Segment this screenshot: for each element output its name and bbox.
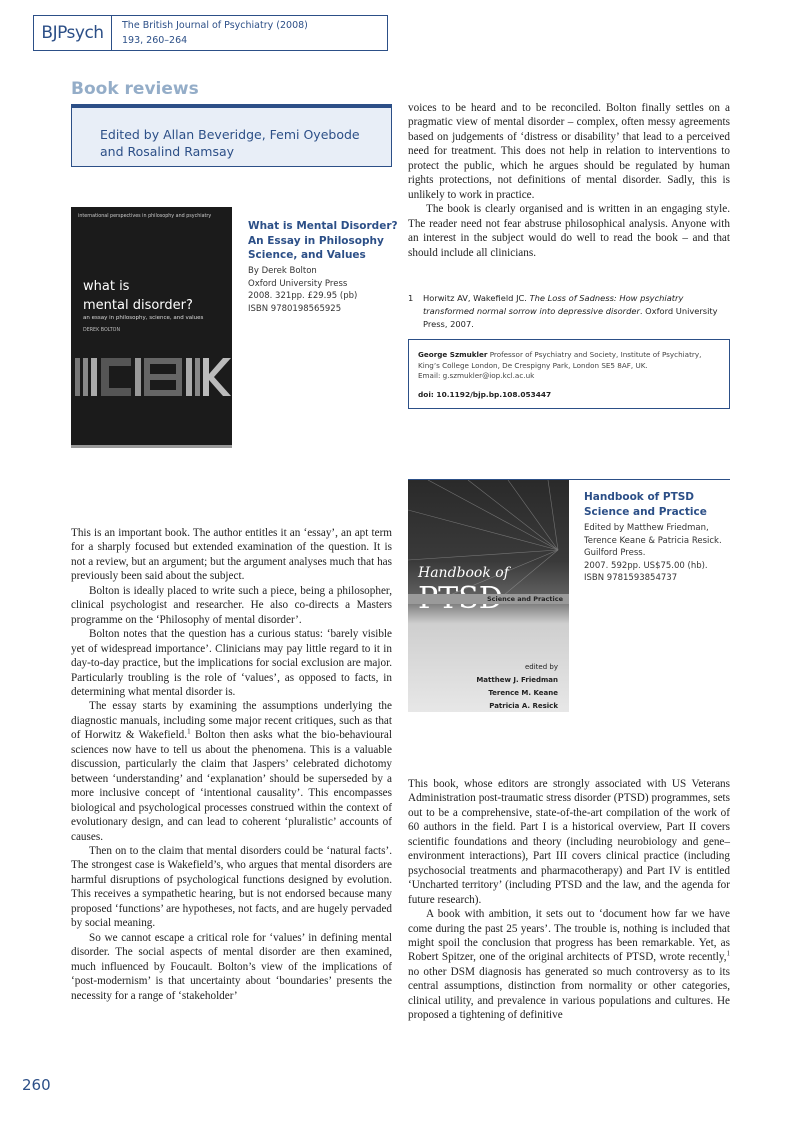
cover-edited-by: edited by [524, 663, 558, 671]
section-editors: Edited by Allan Beveridge, Femi Oyebode and Rosalind Ramsay [100, 127, 360, 159]
cover-series: international perspectives in philosophy and psychiatry [78, 214, 212, 219]
cover-subtitle: an essay in philosophy, science, and values [83, 315, 204, 321]
paragraph: This book, whose editors are strongly associated with US Veterans Administration post-traumatic stress disorder (PTSD) programmes, sets out to be a comprehensive, state-of-the-art compilation of the work of 60 authors in the field. Part I is a historical overview, Part II covers scientific foundations and theory (including neurobiology and gene–environment interactions), Part III covers clinical practice (including psychosocial treatments and pharmacotherapy) and Part IV is entitled ‘Uncharted territory’ (including PTSD and the law, and the agenda for future research). [408, 778, 730, 906]
cover-title-line1: what is [83, 279, 130, 294]
paragraph: This is an important book. The author entitles it an ‘essay’, an apt term for a sharply focused but extended examination of the question. It is not a review, but an argument; but the argument analyses much that has previously been said about the subject. [71, 527, 392, 583]
paragraph-start: A book with ambition, it sets out to ‘document how far we have come during the past 25 years’. The trouble is, nothing is included that might spoil the conclusion that progress has been remarkable. Yet, as Robert Spitzer, one of the original architects of PTSD, wrote recently, [408, 908, 730, 964]
reviewer-info [418, 350, 720, 371]
journal-citation: The British Journal of Psychiatry (2008) [122, 20, 308, 31]
book-cover-mental-disorder [71, 207, 232, 448]
book1-review-left [71, 526, 392, 1003]
reviewer-affiliation: Professor of Psychiatry and Society, Institute of Psychiatry, King’s College London, De Crespigny Park, London SE5 8AF, UK. [418, 350, 702, 370]
book2-editors: Edited by Matthew Friedman, Terence Keane & Patricia Resick. [584, 523, 722, 546]
cover-title-line2: mental disorder? [83, 298, 193, 313]
paragraph: Bolton is ideally placed to write such a piece, being a philosopher, clinical psychologist and researcher. He also co-directs a Masters programme on the ‘Philosophy of mental disorder’. [71, 584, 392, 626]
book1-pages-price: 2008. 321pp. £29.95 (pb) [248, 291, 358, 301]
paragraph: voices to be heard and to be reconciled. Bolton finally settles on a pragmatic view of mental disorder – complex, often messy agreements based on judgements of ‘distress or disability’ that lead to a perceived need for treatment. This does not help in relation to interventions to protect the public, which he argues should be regulated by human rights protections, not definitions of mental disorder. Sadly, this is unlikely to work in practice. [408, 102, 730, 201]
reference-superscript: 1 [726, 949, 730, 958]
cover-title-prefix: Handbook of [418, 565, 509, 581]
book2-isbn: ISBN 9781593854737 [584, 573, 678, 583]
book1-review-right [408, 101, 730, 260]
bjpsych-logo: BJPsych [34, 16, 112, 50]
paragraph-continued: Bolton then asks what the bio-behavioural sciences now have to tell us about the phenomena. This is a valuable discussion, particularly the claim that Jaspers’ celebrated dichotomy between ‘understanding’ and ‘explanation’ should be superseded by a more inclusive concept of ‘intentional causality’. This encompasses biological and psychological processes construed within the context of evolutionary design, and can lead to coherent ‘pluralistic’ accounts of causes. [71, 729, 393, 843]
cover-author: DEREK BOLTON [83, 328, 121, 333]
cover-graphic-icon [71, 354, 232, 400]
divider [569, 479, 730, 480]
paragraph-continued: no other DSM diagnosis has generated so much controversy as to its central assumptions, distinction from normality or other categories, clinical utility, and prevalence in various populations and cultures. He proposed a tightening of definitive [408, 965, 730, 1022]
cover-editor: Terence M. Keane [488, 689, 558, 697]
reviewer-box [408, 339, 730, 409]
reference-superscript: 1 [187, 727, 191, 736]
cover-editor: Patricia A. Resick [489, 702, 558, 710]
reviewer-email: Email: g.szmukler@iop.kcl.ac.uk [418, 371, 535, 380]
reference-title: The Loss of Sadness: How psychiatry transformed normal sorrow into depressive disorder [423, 293, 684, 316]
cover-editors [408, 661, 558, 713]
reference-entry [408, 292, 730, 331]
journal-volume-pages: 193, 260–264 [122, 35, 188, 46]
page-number: 260 [22, 1076, 51, 1094]
paragraph [408, 907, 730, 1023]
reference-publisher: . Oxford University Press, 2007. [423, 306, 718, 329]
book2-pages-price: 2007. 592pp. US$75.00 (hb). [584, 560, 708, 571]
reference-list [408, 292, 730, 331]
book1-publisher: Oxford University Press [248, 278, 348, 289]
paragraph: Bolton notes that the question has a curious status: ‘barely visible yet of widespread importance’. Clinicians may pay little regard to it in day-to-day practice, but the implications for social exclusion are major. Particularly troubling is the role of ‘values’, as opposed to facts, in determining what mental disorder is. [71, 628, 392, 698]
book-cover-ptsd [408, 479, 569, 712]
section-title: Book reviews [71, 79, 199, 99]
cover-title [418, 562, 568, 616]
paragraph-start: The essay starts by examining the assumptions underlying the diagnostic manuals, including some major recent critiques, such as that of Horwitz & Wakefield. [71, 700, 392, 742]
paragraph: So we cannot escape a critical role for ‘values’ in defining mental disorder. The social aspects of mental disorder are then examined, much influenced by Foucault. Bolton’s view of the implications of ‘post-modernism’ is that uncertainty about ‘boundaries’ presents the necessity for a range of ‘stakeholder’ [71, 931, 392, 1002]
doi: doi: 10.1192/bjp.bp.108.053447 [418, 389, 552, 399]
paragraph: Then on to the claim that mental disorders could be ‘natural facts’. The strongest case is Wakefield’s, who argues that mental disorders are harmful disruptions of psychological functions designed by evolution. This receives a sympathetic hearing, but is not endorsed because many proposed ‘functions’ are hypotheses, not facts, and are hugely pervaded by social meaning. [71, 844, 392, 930]
book2-title: Handbook of PTSD Science and Practice [584, 491, 707, 518]
paragraph [71, 699, 392, 844]
paragraph: The book is clearly organised and is written in an engaging style. The reader need not fear abstruse philosophical analysis. Anyone with an interest in the subject would do well to read the book – and that should include all clinicians. [408, 203, 730, 259]
book2-meta [584, 522, 734, 585]
book2-publisher: Guilford Press. [584, 548, 646, 558]
book2-review [408, 777, 730, 1023]
reference-authors: Horwitz AV, Wakefield JC. [423, 293, 530, 303]
cover-editor: Matthew J. Friedman [476, 676, 558, 684]
reference-number: 1 [408, 293, 414, 303]
book1-isbn: ISBN 9780198565925 [248, 303, 342, 314]
book1-meta [248, 265, 398, 315]
book1-title: What is Mental Disorder? An Essay in Philosophy Science, and Values [248, 220, 398, 261]
cover-title [83, 277, 228, 315]
book1-author: By Derek Bolton [248, 266, 317, 276]
journal-header [33, 15, 388, 51]
reviewer-name: George Szmukler [418, 350, 488, 359]
cover-subtitle: Science and Practice [486, 595, 563, 603]
section-editors-box [71, 104, 392, 167]
